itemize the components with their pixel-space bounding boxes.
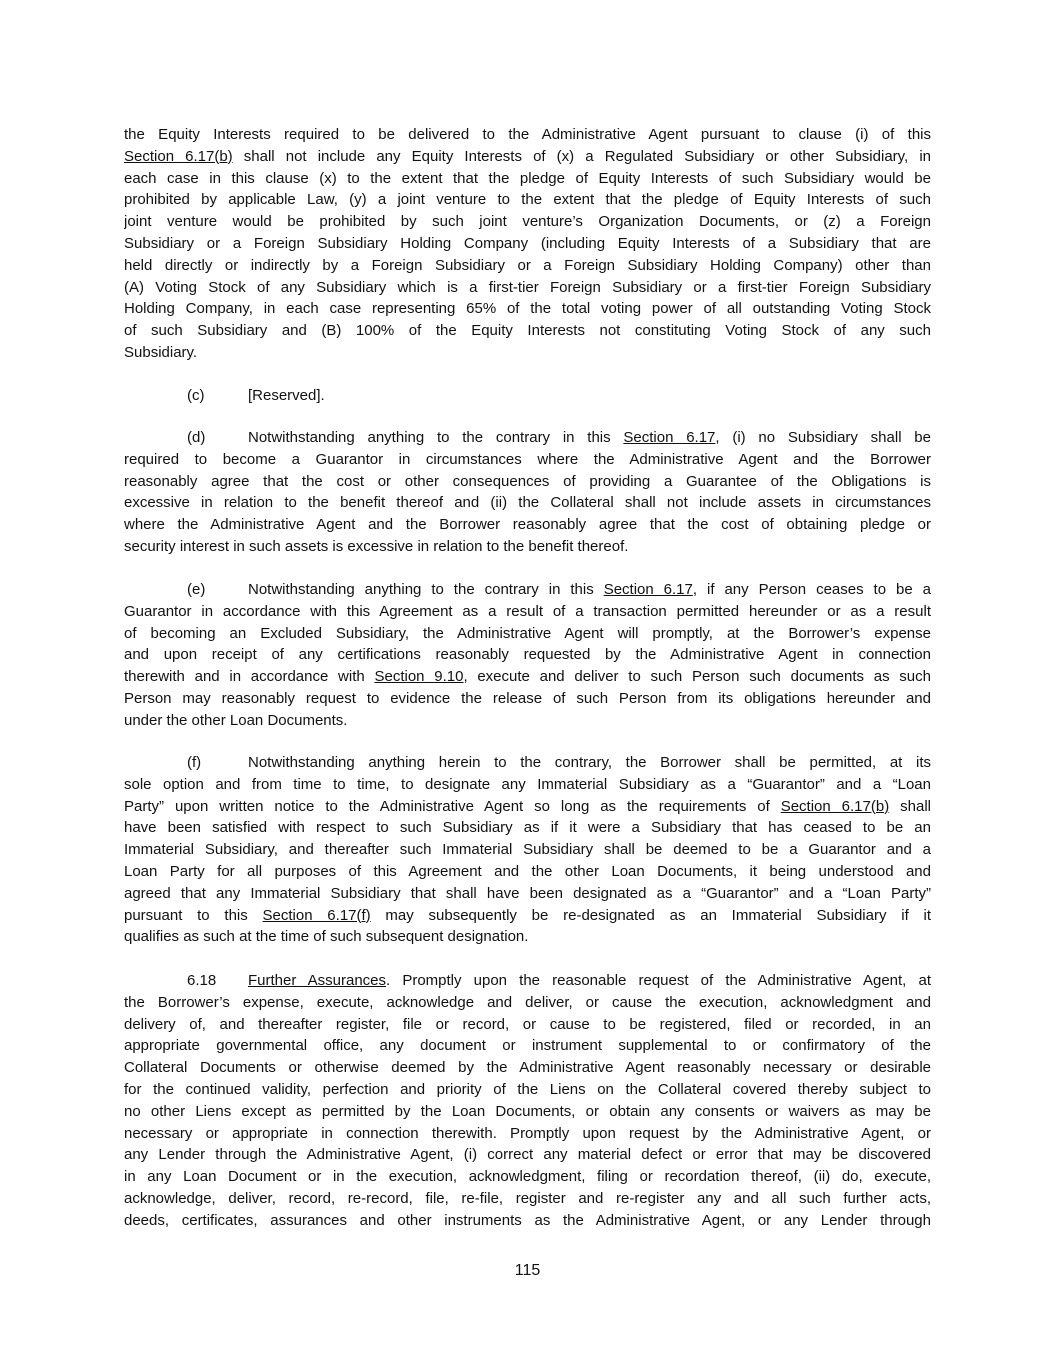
text-line [124,342,931,364]
text-line [124,817,931,839]
text-line [124,1123,931,1145]
paragraph-e [124,579,931,732]
text-line [124,883,931,905]
text-segment: under the other Loan Documents. [124,711,348,729]
text-line [124,1144,931,1166]
text-line [124,1188,931,1210]
text-line [124,1210,931,1232]
text-segment: held directly or indirectly by a Foreign Subsidiary or a Foreign Subsidiary Holding Company) other than [124,256,931,274]
text-segment: Notwithstanding anything to the contrary in this [248,581,604,598]
text-line [124,905,931,927]
text-line [124,579,931,601]
section-reference-link[interactable]: Section 6.17(b) [124,147,233,165]
text-line [124,623,931,645]
text-line [124,601,931,623]
text-segment: may subsequently be re-designated as an Immaterial Subsidiary if it [370,906,931,924]
text-line [124,449,931,471]
text-segment: any Lender through the Administrative Agent, (i) correct any material defect or error that may be discovered [124,1146,931,1164]
text-segment: , (i) no Subsidiary shall be [715,429,931,446]
text-segment: deeds, certificates, assurances and other instruments as the Administrative Agent, or any Lender through [124,1211,931,1229]
text-line [124,970,931,992]
text-segment: Collateral Documents or otherwise deemed by the Administrative Agent reasonably necessary or desirable [124,1059,931,1077]
text-line [124,385,931,407]
text-line [124,1101,931,1123]
text-segment: excessive in relation to the benefit thereof and (ii) the Collateral shall not include assets in circumstances [124,494,931,512]
text-line [124,926,931,948]
text-line [124,796,931,818]
text-segment: pursuant to this [124,906,263,924]
text-segment: . Promptly upon the reasonable request of the Administrative Agent, at [386,972,931,989]
text-segment: Subsidiary or a Foreign Subsidiary Holding Company (including Equity Interests of a Subsidiary that are [124,234,931,252]
paragraph-label: (f) [187,754,202,771]
text-segment: Holding Company, in each case representing 65% of the total voting power of all outstanding Voting Stock [124,300,931,318]
text-segment: have been satisfied with respect to such Subsidiary as if it were a Subsidiary that has ceased to be an [124,819,931,837]
text-line [124,124,931,146]
text-segment: required to become a Guarantor in circumstances where the Administrative Agent and the Borrower [124,450,931,468]
text-segment: delivery of, and thereafter register, file or record, or cause to be registered, filed or recorded, in an [124,1015,931,1033]
paragraph-label: (d) [187,429,206,446]
text-segment: no other Liens except as permitted by the Loan Documents, or obtain any consents or waivers as may be [124,1102,931,1120]
text-segment: therewith and in accordance with [124,668,375,686]
text-line [124,1035,931,1057]
text-line [124,320,931,342]
text-segment: of becoming an Excluded Subsidiary, the Administrative Agent will promptly, at the Borrower’s expense [124,624,931,642]
text-segment: the Borrower’s expense, execute, acknowledge and deliver, or cause the execution, acknowledgment and [124,993,931,1011]
text-line [124,1014,931,1036]
text-segment: security interest in such assets is excessive in relation to the benefit thereof. [124,537,629,555]
text-line [124,189,931,211]
text-segment: each case in this clause (x) to the extent that the pledge of Equity Interests of such Subsidiary would be [124,169,931,187]
paragraph-d [124,427,931,558]
text-line [124,427,931,449]
text-segment: and upon receipt of any certifications reasonably requested by the Administrative Agent in connection [124,646,931,664]
text-line [124,168,931,190]
text-line [124,839,931,861]
text-line [124,211,931,233]
paragraph-f [124,752,931,948]
section-reference-link[interactable]: Section 6.17 [623,429,716,446]
text-segment: qualifies as such at the time of such subsequent designation. [124,928,529,946]
text-line [124,492,931,514]
text-segment: in any Loan Document or in the execution, acknowledgment, filing or recordation thereof, (ii) do, execute, [124,1168,931,1186]
section-6-18-further-assurances [124,970,931,1232]
text-line [124,298,931,320]
text-line [124,277,931,299]
text-segment: agreed that any Immaterial Subsidiary that shall have been designated as a “Guarantor” and a “Loan Party” [124,884,931,902]
paragraph-label: 6.18 [187,972,217,989]
text-segment: shall [889,797,931,815]
text-line [124,861,931,883]
text-segment: Notwithstanding anything to the contrary in this [248,429,624,446]
text-segment: for the continued validity, perfection and priority of the Liens on the Collateral covered thereby subject to [124,1080,931,1098]
text-line [124,666,931,688]
text-segment: where the Administrative Agent and the Borrower reasonably agree that the cost of obtaining pledge or [124,516,931,534]
section-reference-link[interactable]: Section 6.17 [603,581,693,598]
text-segment: Person may reasonably request to evidence the release of such Person from its obligations hereunder and [124,689,931,707]
text-line [124,1079,931,1101]
text-line [124,255,931,277]
text-line [124,146,931,168]
section-reference-link[interactable]: Further Assurances [248,972,387,989]
text-line [124,644,931,666]
paragraph-label: (c) [187,387,205,404]
text-segment: the Equity Interests required to be delivered to the Administrative Agent pursuant to clause (i) of this [124,126,931,143]
text-line [124,752,931,774]
text-segment: sole option and from time to time, to designate any Immaterial Subsidiary as a “Guarantor” and a “Loan [124,775,931,793]
page-number: 115 [514,1262,541,1279]
text-segment: necessary or appropriate in connection therewith. Promptly upon request by the Administrative Agent, or [124,1124,931,1142]
text-segment: [Reserved]. [248,387,325,404]
text-line [124,471,931,493]
text-segment: acknowledge, deliver, record, re-record, file, re-file, register and re-register any and all such further acts, [124,1189,931,1207]
text-segment: Immaterial Subsidiary, and thereafter such Immaterial Subsidiary shall be deemed to be a Guarantor and a [124,841,931,859]
text-line [124,774,931,796]
text-segment: Guarantor in accordance with this Agreement as a result of a transaction permitted hereunder or as a result [124,602,931,620]
text-segment: joint venture would be prohibited by such joint venture’s Organization Documents, or (z) a Foreign [124,213,931,231]
text-segment: Loan Party for all purposes of this Agreement and the other Loan Documents, it being understood and [124,862,931,880]
text-line [124,688,931,710]
text-segment: of such Subsidiary and (B) 100% of the Equity Interests not constituting Voting Stock of any such [124,322,931,340]
text-segment: , execute and deliver to such Person such documents as such [463,668,931,686]
paragraph-label: (e) [187,581,206,598]
text-line [124,233,931,255]
text-line [124,1057,931,1079]
text-line [124,992,931,1014]
text-segment: (A) Voting Stock of any Subsidiary which is a first-tier Foreign Subsidiary or a first-tier Foreign Subsidiary [124,278,931,296]
text-segment: prohibited by applicable Law, (y) a joint venture to the extent that the pledge of Equity Interests of such [124,191,931,209]
text-segment: appropriate governmental office, any document or instrument supplemental to or confirmatory of the [124,1037,931,1055]
text-line [124,1166,931,1188]
text-line [124,710,931,732]
paragraph-c-reserved [124,385,931,407]
section-reference-link[interactable]: Section 6.17(b) [780,797,890,815]
text-segment: reasonably agree that the cost or other consequences of providing a Guarantee of the Obligations is [124,472,931,490]
text-segment: shall not include any Equity Interests of (x) a Regulated Subsidiary or other Subsidiary, in [232,147,931,165]
text-segment: Subsidiary. [124,343,198,361]
text-segment: Notwithstanding anything herein to the contrary, the Borrower shall be permitted, at its [248,754,931,771]
section-reference-link[interactable]: Section 6.17(f) [262,906,371,924]
text-line [124,514,931,536]
text-line [124,536,931,558]
text-segment: , if any Person ceases to be a [692,581,931,598]
text-segment: Party” upon written notice to the Administrative Agent so long as the requirements of [124,797,781,815]
section-reference-link[interactable]: Section 9.10 [374,668,464,686]
paragraph-equity-interests [124,124,931,364]
